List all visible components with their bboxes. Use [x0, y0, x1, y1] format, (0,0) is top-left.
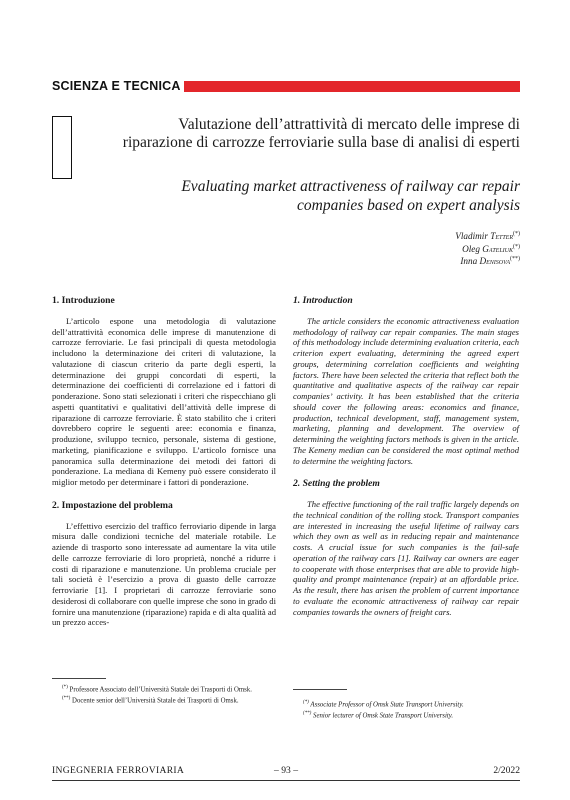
- paragraph: L’effettivo esercizio del traffico ferroviario dipende in larga misura dalle condizioni tecniche del materiale rotabile. Le aziende di trasporto sono interessate ad aumentare la vita utile delle carrozze ferroviarie di loro proprietà, nonché a ridurre i costi di riparazione e manutenzione. Un problema cruciale per tali società è l’esercizio a prova di guasto delle carrozze ferroviarie [1]. I proprietari di carrozze ferroviarie sono desiderosi di collaborare con quelle imprese che sono in grado di fornire una manutenzione (riparazione) rapida e di alta qualità ad un prezzo acces-: [52, 520, 276, 628]
- footnote-rule: [293, 689, 347, 690]
- italian-column: [52, 296, 276, 628]
- section-accent-bar: [184, 81, 520, 92]
- footnote-rule: [52, 678, 106, 679]
- footnote: (*) Associate Professor of Omsk State Transport University.: [303, 700, 464, 709]
- author: Vladimir Tetter(*): [455, 231, 520, 242]
- issue-number: 2/2022: [493, 765, 520, 776]
- section-heading: 2. Impostazione del problema: [52, 499, 173, 511]
- section-header: [52, 77, 520, 97]
- logo-box: [52, 116, 72, 179]
- paragraph: The article considers the economic attractiveness evaluation methodology of railway car repair companies. The main stages of this methodology include determining evaluation criteria, each criterion expert evaluating, determining the agreed expert groups, determining correlation coefficients and weighting factors. There have been selected the criteria that reflect both the quantitative and qualitative aspects of the railway car repair companies’ activity. It has been established that the criteria should cover the following areas: economics and finance, production, technical development, staff, management system, marketing, planning and development. The overview of determining the weighting factors methods is given in the article. The Kemeny median can be considered the most optimal method to determine the weighting factors.: [293, 315, 519, 466]
- paragraph: L’articolo espone una metodologia di valutazione dell’attrattività economica delle imprese di manutenzione di carrozze ferroviarie. Le fasi principali di questa metodologia includono la determinazione dei criteri di valutazione, la valutazione di ciascun criterio da parte degli esperti, la determinazione dei gruppi concordati di esperti, la determinazione dei coefficienti di correlazione ed i fattori di ponderazione. Sono stati selezionati i criteri che rispecchiano gli aspetti quantitativi e qualitativi dell’attività delle imprese di riparazione di carrozze ferroviarie. È stato stabilito che i criteri dovrebbero coprire le seguenti aree: economia e finanza, produzione, sviluppo tecnico, personale, sistema di gestione, marketing, pianificazione e sviluppo. L’articolo fornisce una panoramica sulla determinazione dei metodi dei fattori di ponderazione. La mediana di Kemeny può essere considerato il miglior metodo per determinare i fattori di ponderazione.: [52, 315, 276, 487]
- page-footer: [52, 765, 520, 779]
- section-heading: 1. Introduction: [293, 295, 353, 306]
- section-heading: 1. Introduzione: [52, 295, 115, 306]
- title-english: Evaluating market attractiveness of railway car repair companies based on expert analysis: [181, 178, 520, 214]
- section-label: SCIENZA E TECNICA: [52, 79, 181, 93]
- author: Inna Denisova(**): [460, 256, 520, 267]
- footnote: (**) Docente senior dell’Università Statale dei Trasporti di Omsk.: [62, 696, 239, 705]
- footnotes-italian: [62, 683, 284, 706]
- page-number: – 93 –: [274, 765, 298, 776]
- section-heading: 2. Setting the problem: [293, 478, 380, 490]
- footnotes-english: [303, 698, 523, 721]
- title-italian: Valutazione dell’attrattività di mercato delle imprese di riparazione di carrozze ferroviarie sulla base di analisi di esperti: [122, 116, 520, 151]
- author-list: [455, 229, 520, 267]
- footer-rule: [52, 780, 520, 781]
- paragraph: The effective functioning of the rail traffic largely depends on the technical condition of the rolling stock. Transport companies are interested in increasing the useful lifetime of railway cars which they own as well as in reducing repair and maintenance costs. A crucial issue for such companies is the fail-safe operation of the railway cars [1]. Railway car owners are eager to cooperate with those enterprises that are able to provide high-quality and prompt maintenance (repair) at an affordable price. As the result, there has arisen the problem of current importance to evaluate the economic attractiveness of railway car repair companies towards the owners of freight cars.: [293, 499, 519, 617]
- journal-name: INGEGNERIA FERROVIARIA: [52, 765, 185, 776]
- author: Oleg Gateliuk(*): [462, 243, 520, 254]
- footnote: (*) Professore Associato dell’Università Statale dei Trasporti di Omsk.: [62, 685, 252, 694]
- footnote: (**) Senior lecturer of Omsk State Transport University.: [303, 711, 454, 720]
- english-column: [293, 296, 519, 617]
